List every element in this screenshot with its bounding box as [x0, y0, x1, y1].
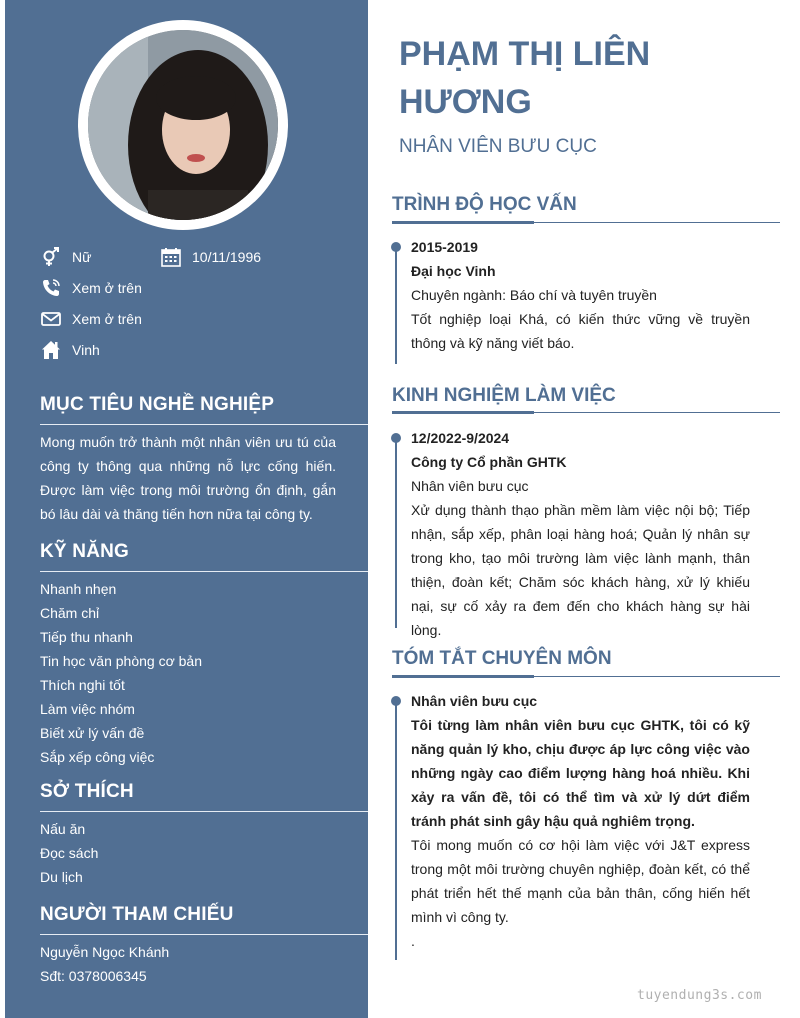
- experience-period: 12/2022-9/2024: [411, 430, 510, 446]
- experience-entry: [411, 426, 750, 642]
- candidate-title: NHÂN VIÊN BƯU CỤC: [399, 136, 597, 157]
- hobbies-title: SỞ THÍCH: [40, 781, 134, 802]
- phone-text: Xem ở trên: [72, 280, 142, 296]
- experience-timeline-line: [395, 438, 397, 628]
- skill-item: Chăm chỉ: [40, 605, 100, 621]
- experience-divider-accent: [392, 411, 534, 414]
- objective-title: MỤC TIÊU NGHỀ NGHIỆP: [40, 394, 275, 415]
- skill-item: Nhanh nhẹn: [40, 581, 117, 597]
- summary-title: TÓM TẮT CHUYÊN MÔN: [392, 648, 612, 669]
- hobbies-divider: [40, 811, 368, 812]
- hobbies-list: [40, 817, 98, 889]
- skills-list: [40, 577, 202, 769]
- hobby-item: Du lịch: [40, 869, 83, 885]
- hobby-item: Nấu ăn: [40, 821, 86, 837]
- birthday-row: [160, 246, 261, 268]
- summary-text: Tôi mong muốn có cơ hội làm việc với J&T express trong một môi trường chuyên nghiệp, đoàn kết, có thể phát triển hết thế mạnh của bản thân, cống hiến hết mình vì công ty.: [411, 837, 750, 925]
- references-title: NGƯỜI THAM CHIẾU: [40, 904, 234, 925]
- experience-position: Nhân viên bưu cục: [411, 478, 529, 494]
- education-major: Chuyên ngành: Báo chí và tuyên truyền: [411, 287, 657, 303]
- education-period: 2015-2019: [411, 239, 478, 255]
- experience-company: Công ty Cổ phần GHTK: [411, 454, 567, 470]
- summary-timeline-line: [395, 701, 397, 960]
- education-divider-accent: [392, 221, 534, 224]
- avatar: [88, 30, 278, 220]
- summary-dot: .: [411, 933, 415, 949]
- skill-item: Tiếp thu nhanh: [40, 629, 133, 645]
- hobby-item: Đọc sách: [40, 845, 99, 861]
- watermark: tuyendung3s.com: [637, 988, 762, 1003]
- education-detail: Tốt nghiệp loại Khá, có kiến thức vững về truyền thông và kỹ năng viết báo.: [411, 311, 750, 351]
- skill-item: Biết xử lý vấn đề: [40, 725, 145, 741]
- education-title: TRÌNH ĐỘ HỌC VẤN: [392, 194, 577, 215]
- address-text: Vinh: [72, 342, 100, 358]
- summary-divider-accent: [392, 675, 534, 678]
- email-row: [40, 308, 142, 330]
- experience-title: KINH NGHIỆM LÀM VIỆC: [392, 385, 616, 406]
- candidate-name: PHẠM THỊ LIÊN HƯƠNG: [399, 35, 651, 121]
- gender-row: [40, 246, 91, 268]
- gender-icon: [40, 246, 62, 268]
- summary-bold-text: Tôi từng làm nhân viên bưu cục GHTK, tôi có kỹ năng quản lý kho, chịu được áp lực công việc vào những ngày cao điểm lượng hàng hoá nhiều. Khi xảy ra vấn đề, tôi có thể tìm và xử lý dứt điểm tránh phát sinh gây hậu quả nghiêm trọng.: [411, 717, 750, 829]
- references-list: [40, 940, 169, 988]
- education-entry: [411, 235, 750, 355]
- skill-item: Tin học văn phòng cơ bản: [40, 653, 202, 669]
- skill-item: Sắp xếp công việc: [40, 749, 155, 765]
- gender-text: Nữ: [72, 249, 92, 265]
- phone-row: [40, 277, 142, 299]
- avatar-frame: [78, 20, 288, 230]
- calendar-icon: [160, 246, 182, 268]
- phone-icon: [40, 277, 62, 299]
- sidebar: [5, 0, 368, 1018]
- skill-item: Làm việc nhóm: [40, 701, 135, 717]
- summary-heading: Nhân viên bưu cục: [411, 693, 538, 709]
- email-icon: [40, 308, 62, 330]
- objective-text: Mong muốn trở thành một nhân viên ưu tú của công ty thông qua những nỗ lực cống hiến. Được làm việc trong môi trường ổn định, gắn bó lâu dài và thăng tiến hơn nữa tại công ty.: [40, 434, 336, 522]
- summary-entry: [411, 689, 750, 953]
- reference-name: Nguyễn Ngọc Khánh: [40, 944, 170, 960]
- experience-detail: Xử dụng thành thạo phần mềm làm việc nội bộ; Tiếp nhận, sắp xếp, phân loại hàng hoá; Quản lý nhân sự trong kho, tạo môi trường làm việc lành mạnh, thân thiện, đoàn kết; Chăm sóc khách hàng, xử lý khiếu nại, sự cố xảy ra đem đến cho khách hàng sự hài lòng.: [411, 502, 750, 638]
- education-timeline-line: [395, 247, 397, 364]
- references-divider: [40, 934, 368, 935]
- birthday-text: 10/11/1996: [192, 249, 262, 265]
- address-row: [40, 339, 100, 361]
- skill-item: Thích nghi tốt: [40, 677, 125, 693]
- home-icon: [40, 339, 62, 361]
- skills-divider: [40, 571, 368, 572]
- email-text: Xem ở trên: [72, 311, 142, 327]
- reference-phone: Sđt: 0378006345: [40, 968, 147, 984]
- objective-divider: [40, 424, 368, 425]
- skills-title: KỸ NĂNG: [40, 541, 130, 562]
- education-school: Đại học Vinh: [411, 263, 496, 279]
